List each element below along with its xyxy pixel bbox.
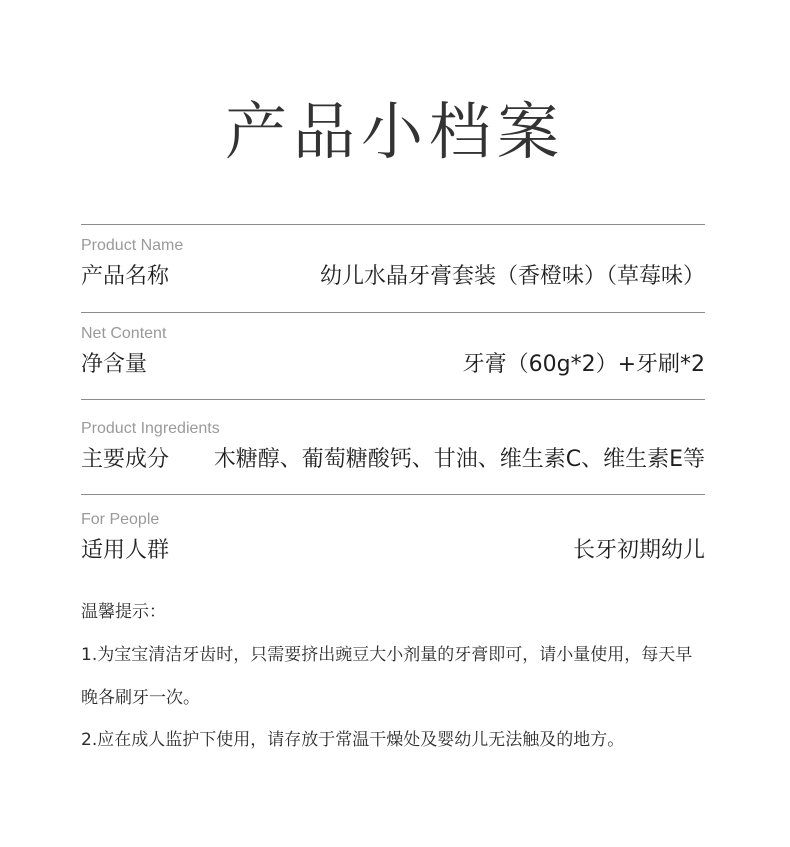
spec-row-ingredients <box>81 419 705 475</box>
spec-label-en: For People <box>81 511 160 528</box>
note-item-2: 2.应在成人监护下使用，请存放于常温干燥处及婴幼儿无法触及的地方。 <box>81 730 625 750</box>
spec-row-net-content <box>81 324 705 380</box>
spec-label-en: Net Content <box>81 325 167 342</box>
spec-label-cn: 净含量 <box>81 352 148 377</box>
spec-row-product-name <box>81 236 705 292</box>
divider <box>81 312 705 313</box>
spec-value: 牙膏（60g*2）+牙刷*2 <box>462 352 705 377</box>
spec-label-en: Product Ingredients <box>81 420 220 437</box>
divider <box>81 399 705 400</box>
spec-label-en: Product Name <box>81 237 184 254</box>
notes-heading: 温馨提示： <box>81 602 166 622</box>
spec-label-cn: 主要成分 <box>81 447 170 472</box>
note-item-1-line-2: 晚各刷牙一次。 <box>81 688 200 708</box>
spec-label-cn: 产品名称 <box>81 264 170 289</box>
spec-value: 长牙初期幼儿 <box>572 538 705 563</box>
divider <box>81 494 705 495</box>
spec-value: 木糖醇、葡萄糖酸钙、甘油、维生素C、维生素E等 <box>213 447 705 472</box>
spec-value: 幼儿水晶牙膏套装（香橙味）（草莓味） <box>319 264 705 289</box>
page-title: 产品小档案 <box>224 95 565 168</box>
spec-label-cn: 适用人群 <box>81 538 170 563</box>
divider <box>81 224 705 225</box>
note-item-1-line-1: 1.为宝宝清洁牙齿时，只需要挤出豌豆大小剂量的牙膏即可，请小量使用，每天早 <box>81 645 693 665</box>
spec-row-for-people <box>81 510 705 566</box>
